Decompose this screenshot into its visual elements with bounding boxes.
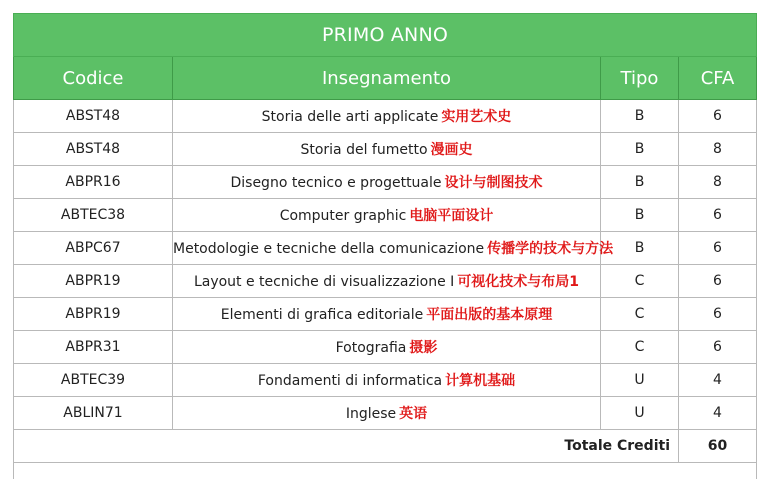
course-credits: 6 bbox=[679, 331, 757, 364]
course-code: ABTEC39 bbox=[14, 364, 173, 397]
course-code: ABST48 bbox=[14, 133, 173, 166]
course-name-chinese: 英语 bbox=[399, 406, 427, 422]
course-cell bbox=[173, 331, 601, 364]
course-name: Disegno tecnico e progettuale bbox=[230, 175, 441, 191]
table-row bbox=[14, 199, 757, 232]
course-name-group bbox=[194, 271, 579, 291]
course-type: C bbox=[601, 265, 679, 298]
course-name: Layout e tecniche di visualizzazione I bbox=[194, 274, 454, 290]
total-label: Totale Crediti bbox=[14, 430, 679, 463]
column-header-credits: CFA bbox=[679, 57, 757, 100]
course-code: ABPR31 bbox=[14, 331, 173, 364]
course-name-group bbox=[230, 172, 542, 192]
course-type: U bbox=[601, 397, 679, 430]
table-row bbox=[14, 397, 757, 430]
course-name: Metodologie e tecniche della comunicazione bbox=[173, 241, 484, 257]
column-header-type: Tipo bbox=[601, 57, 679, 100]
course-name-group bbox=[346, 403, 427, 423]
course-code: ABTEC38 bbox=[14, 199, 173, 232]
course-name: Storia delle arti applicate bbox=[262, 109, 439, 125]
course-name-chinese: 传播学的技术与方法 bbox=[487, 241, 613, 257]
course-type: U bbox=[601, 364, 679, 397]
course-name-group bbox=[173, 238, 613, 258]
table-header-row bbox=[14, 57, 757, 100]
course-credits: 4 bbox=[679, 364, 757, 397]
course-name-chinese: 摄影 bbox=[409, 340, 437, 356]
course-name-group bbox=[300, 139, 472, 159]
course-credits: 6 bbox=[679, 265, 757, 298]
column-header-code: Codice bbox=[14, 57, 173, 100]
course-name: Fondamenti di informatica bbox=[258, 373, 442, 389]
course-credits: 6 bbox=[679, 232, 757, 265]
course-type: C bbox=[601, 298, 679, 331]
course-cell bbox=[173, 100, 601, 133]
course-credits: 8 bbox=[679, 166, 757, 199]
course-name-chinese: 平面出版的基本原理 bbox=[426, 307, 552, 323]
course-name: Elementi di grafica editoriale bbox=[221, 307, 423, 323]
course-name-group bbox=[262, 106, 512, 126]
course-type: B bbox=[601, 199, 679, 232]
table-row bbox=[14, 265, 757, 298]
course-cell bbox=[173, 199, 601, 232]
course-type: B bbox=[601, 133, 679, 166]
table-row bbox=[14, 133, 757, 166]
course-credits: 8 bbox=[679, 133, 757, 166]
course-name-chinese: 实用艺术史 bbox=[441, 109, 511, 125]
course-code: ABPR16 bbox=[14, 166, 173, 199]
course-code: ABPR19 bbox=[14, 265, 173, 298]
course-name: Storia del fumetto bbox=[300, 142, 427, 158]
course-credits: 6 bbox=[679, 100, 757, 133]
course-name-group bbox=[280, 205, 494, 225]
curriculum-table-container bbox=[13, 13, 756, 479]
course-name: Fotografia bbox=[336, 340, 407, 356]
table-row bbox=[14, 166, 757, 199]
course-name-chinese: 计算机基础 bbox=[445, 373, 515, 389]
curriculum-table bbox=[13, 13, 757, 479]
course-name: Inglese bbox=[346, 406, 396, 422]
course-code: ABST48 bbox=[14, 100, 173, 133]
course-code: ABLIN71 bbox=[14, 397, 173, 430]
course-credits: 6 bbox=[679, 199, 757, 232]
course-type: B bbox=[601, 166, 679, 199]
table-row bbox=[14, 298, 757, 331]
course-cell bbox=[173, 232, 601, 265]
course-name-group bbox=[336, 337, 438, 357]
table-row bbox=[14, 100, 757, 133]
table-row bbox=[14, 232, 757, 265]
course-name-group bbox=[221, 304, 552, 324]
course-name-chinese: 可视化技术与布局1 bbox=[457, 274, 579, 290]
course-code: ABPR19 bbox=[14, 298, 173, 331]
table-row bbox=[14, 364, 757, 397]
table-row bbox=[14, 331, 757, 364]
table-title-row bbox=[14, 14, 757, 57]
course-cell bbox=[173, 265, 601, 298]
course-cell bbox=[173, 133, 601, 166]
course-code: ABPC67 bbox=[14, 232, 173, 265]
course-name-group bbox=[258, 370, 515, 390]
course-cell bbox=[173, 397, 601, 430]
trailing-cell bbox=[14, 463, 757, 479]
total-value: 60 bbox=[679, 430, 757, 463]
course-name-chinese: 设计与制图技术 bbox=[445, 175, 543, 191]
table-title: PRIMO ANNO bbox=[14, 14, 757, 57]
course-type: C bbox=[601, 331, 679, 364]
table-trailing-row bbox=[14, 463, 757, 479]
course-type: B bbox=[601, 100, 679, 133]
course-name: Computer graphic bbox=[280, 208, 407, 224]
total-row bbox=[14, 430, 757, 463]
course-name-chinese: 漫画史 bbox=[431, 142, 473, 158]
course-name-chinese: 电脑平面设计 bbox=[409, 208, 493, 224]
course-cell bbox=[173, 364, 601, 397]
course-cell bbox=[173, 298, 601, 331]
table-body bbox=[14, 100, 757, 430]
course-type: B bbox=[601, 232, 679, 265]
column-header-course: Insegnamento bbox=[173, 57, 601, 100]
course-credits: 4 bbox=[679, 397, 757, 430]
course-credits: 6 bbox=[679, 298, 757, 331]
course-cell bbox=[173, 166, 601, 199]
